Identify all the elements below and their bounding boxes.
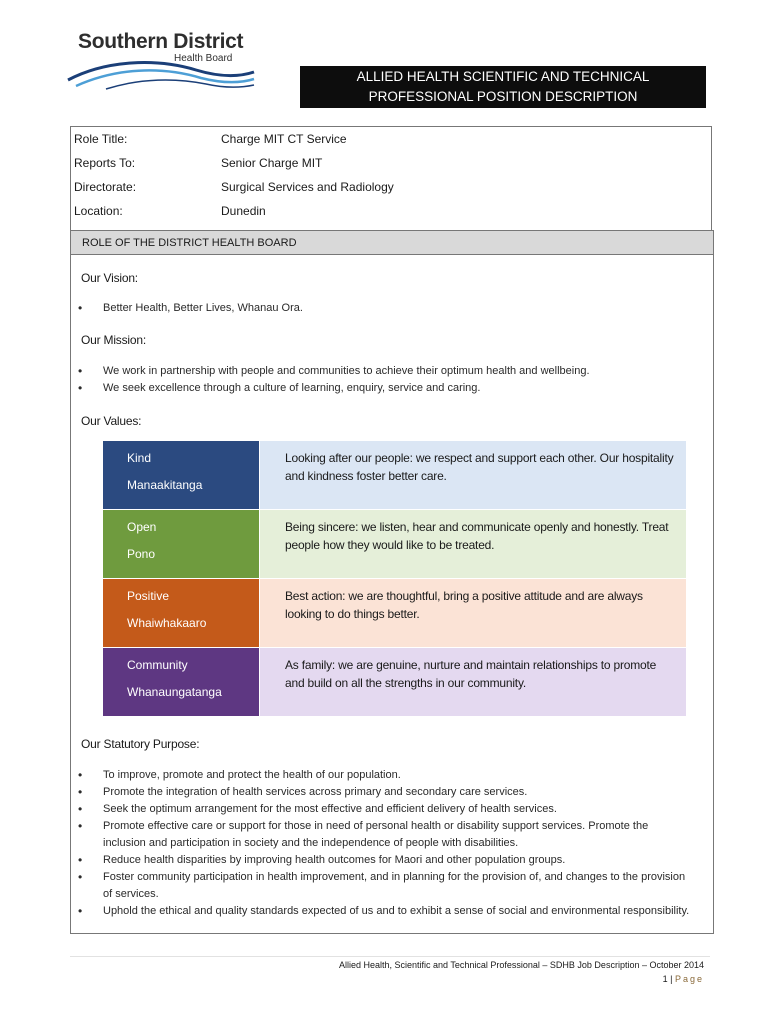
info-value: Surgical Services and Radiology [221,180,394,194]
logo-text-main: Southern District [78,30,244,53]
info-value: Dunedin [221,204,266,218]
info-label: Location: [74,204,123,218]
value-english: Positive [127,589,170,603]
value-maori: Pono [127,547,156,561]
value-row-community [103,648,686,716]
value-name-cell [103,441,259,509]
value-name-cell [103,510,259,578]
vision-heading: Our Vision: [81,271,138,285]
position-info-table [70,126,712,230]
statutory-item: • Foster community participation in health improvement, and in planning for the provision of, and changes to the provision of services. [103,869,693,903]
info-label: Directorate: [74,180,137,194]
value-maori: Whaiwhakaaro [127,616,207,630]
document-title [300,66,706,108]
page-separator: | [670,974,673,984]
mission-heading: Our Mission: [81,333,146,347]
logo-wave-icon [66,52,256,92]
info-value: Senior Charge MIT [221,156,323,170]
value-row-kind [103,441,686,509]
value-row-positive [103,579,686,647]
value-description: Being sincere: we listen, hear and communicate openly and honestly. Treat people how they would like to be treated. [260,510,686,578]
statutory-item: • Promote the integration of health services across primary and secondary care services. [103,784,693,801]
section-header: ROLE OF THE DISTRICT HEALTH BOARD [71,231,713,255]
title-line-2: PROFESSIONAL POSITION DESCRIPTION [368,89,638,104]
page-number [663,974,704,984]
statutory-item: • Promote effective care or support for those in need of personal health or disability support services. Promote the inclusion and participation in society and the independence of people with disabilities. [103,818,693,852]
info-label: Role Title: [74,132,128,146]
value-english: Community [127,658,188,672]
value-english: Kind [127,451,152,465]
statutory-item: • Reduce health disparities by improving health outcomes for Maori and other population groups. [103,852,693,869]
value-row-open [103,510,686,578]
value-description: Best action: we are thoughtful, bring a positive attitude and are always looking to do things better. [260,579,686,647]
value-description: Looking after our people: we respect and support each other. Our hospitality and kindness foster better care. [260,441,686,509]
info-value: Charge MIT CT Service [221,132,347,146]
values-heading: Our Values: [81,414,142,428]
statutory-item: • Uphold the ethical and quality standards expected of us and to exhibit a sense of social and environmental responsibility. [103,903,693,920]
value-maori: Whanaungatanga [127,685,222,699]
statutory-item: • To improve, promote and protect the health of our population. [103,767,693,784]
page-word: Page [674,974,704,984]
mission-item: • We seek excellence through a culture of learning, enquiry, service and caring. [103,380,693,397]
vision-item: • Better Health, Better Lives, Whanau Ora. [103,300,693,317]
sdhb-logo [66,30,256,90]
logo-text-sub: Health Board [174,53,233,64]
statutory-heading: Our Statutory Purpose: [81,737,200,751]
value-maori: Manaakitanga [127,478,203,492]
footer-divider [70,956,710,957]
title-line-1: ALLIED HEALTH SCIENTIFIC AND TECHNICAL [356,69,650,84]
value-description: As family: we are genuine, nurture and maintain relationships to promote and build on all the strengths in our community. [260,648,686,716]
page-number-value: 1 [662,974,668,984]
role-section [70,230,714,934]
footer-text: Allied Health, Scientific and Technical Professional – SDHB Job Description – October 2014 [338,960,704,970]
value-name-cell [103,648,259,716]
value-name-cell [103,579,259,647]
mission-item: • We work in partnership with people and communities to achieve their optimum health and wellbeing. [103,363,693,380]
statutory-item: • Seek the optimum arrangement for the most effective and efficient delivery of health services. [103,801,693,818]
values-table [103,441,686,718]
info-label: Reports To: [74,156,136,170]
value-english: Open [127,520,157,534]
